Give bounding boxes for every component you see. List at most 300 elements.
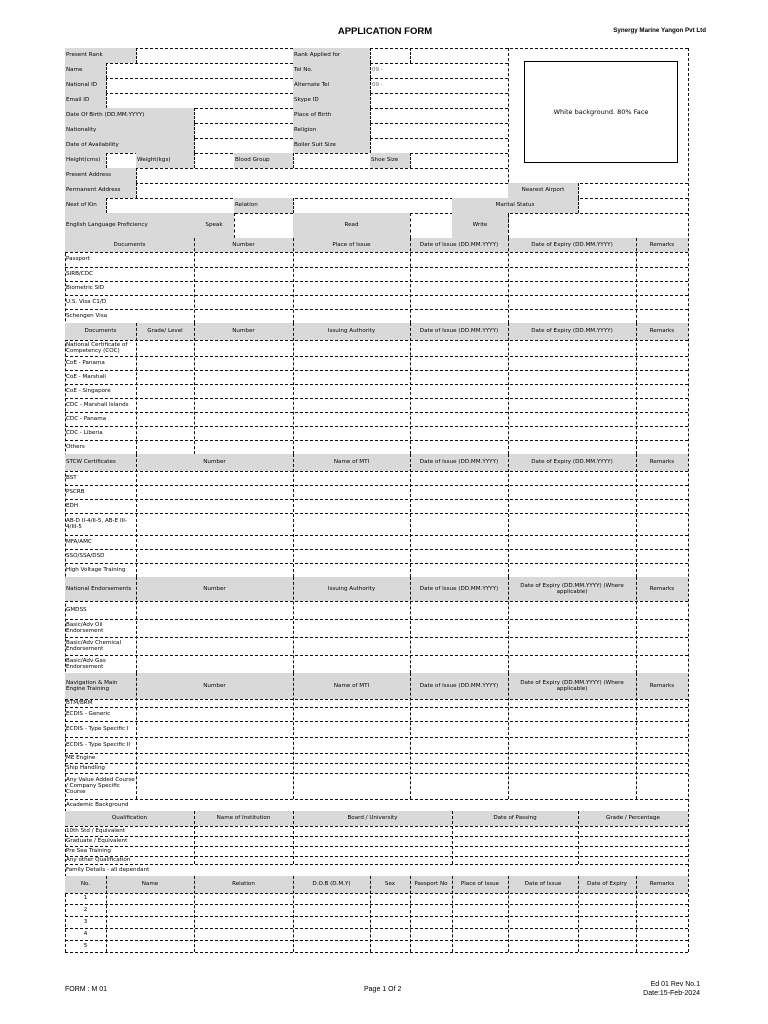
family-place-of-issue-4-input[interactable] — [452, 940, 508, 952]
endorsements-number-2-input[interactable] — [136, 637, 293, 655]
family-relation-1-input[interactable] — [194, 904, 293, 916]
academic-board-university-3-input[interactable] — [293, 856, 452, 864]
religion-label: Religion — [294, 127, 317, 134]
competency-number-5-input[interactable] — [194, 412, 293, 426]
competency-date-of-expiry-dd-mm-yyyy-3-input[interactable] — [508, 384, 636, 398]
endorsements-header-national-endorsements: National Endorsements — [66, 585, 132, 592]
documents-place-of-issue-3-input[interactable] — [293, 295, 410, 309]
competency-date-of-issue-dd-mm-yyyy-6-input[interactable] — [410, 426, 508, 440]
family-d-o-b-d-m-y-0-input[interactable] — [293, 893, 370, 904]
competency-date-of-expiry-dd-mm-yyyy-7-input[interactable] — [508, 440, 636, 454]
navigation-date-of-issue-dd-mm-yyyy-4-input[interactable] — [410, 753, 508, 763]
documents-date-of-issue-dd-mm-yyyy-1-input[interactable] — [410, 267, 508, 281]
competency-row-label: CoE - Panama — [66, 359, 105, 366]
family-d-o-b-d-m-y-1-input[interactable] — [293, 904, 370, 916]
documents-place-of-issue-0-input[interactable] — [293, 252, 410, 267]
documents-number-2-input[interactable] — [194, 281, 293, 295]
competency-date-of-issue-dd-mm-yyyy-4-input[interactable] — [410, 398, 508, 412]
endorsements-date-of-issue-dd-mm-yyyy-3-input[interactable] — [410, 655, 508, 673]
documents-date-of-expiry-dd-mm-yyyy-0-input[interactable] — [508, 252, 636, 267]
navigation-name-of-mti-2-input[interactable] — [293, 721, 410, 737]
navigation-header-navigation-main-engine-training: Navigation & Main Engine Training — [66, 679, 118, 692]
documents-remarks-3-input[interactable] — [636, 295, 688, 309]
stcw-row-label: MFA/AMC — [66, 538, 92, 545]
endorsements-header-issuing-authority: Issuing Authority — [327, 585, 376, 592]
navigation-row-label: Any Value Added Course / Company Specific Course — [66, 776, 135, 796]
documents-header-date-of-issue-dd-mm-yyyy: Date of Issue (DD.MM.YYYY) — [419, 241, 499, 248]
navigation-row-label: Ship Handling — [66, 764, 105, 771]
stcw-remarks-2-input[interactable] — [636, 499, 688, 513]
family-name-2-input[interactable] — [106, 916, 194, 928]
family-sex-2-input[interactable] — [370, 916, 410, 928]
relation-input[interactable] — [293, 198, 452, 213]
navigation-number-6-input[interactable] — [136, 773, 293, 799]
stcw-remarks-4-input[interactable] — [636, 535, 688, 549]
revision-date: Date:15-Feb-2024 — [643, 990, 700, 997]
navigation-header-date-of-expiry-dd-mm-yyyy-where-applicable: Date of Expiry (DD.MM.YYYY) (Where applicable) — [520, 679, 624, 692]
family-date-of-issue-0-input[interactable] — [508, 893, 578, 904]
family-header-remarks: Remarks — [649, 881, 675, 888]
present-rank-input[interactable] — [136, 48, 293, 63]
competency-grade-level-6-input[interactable] — [136, 426, 194, 440]
competency-remarks-3-input[interactable] — [636, 384, 688, 398]
endorsements-date-of-issue-dd-mm-yyyy-2-input[interactable] — [410, 637, 508, 655]
family-sex-0-input[interactable] — [370, 893, 410, 904]
stcw-date-of-issue-dd-mm-yyyy-5-input[interactable] — [410, 549, 508, 563]
competency-number-7-input[interactable] — [194, 440, 293, 454]
place-of-birth-input[interactable] — [370, 108, 508, 123]
family-name-1-input[interactable] — [106, 904, 194, 916]
documents-place-of-issue-1-input[interactable] — [293, 267, 410, 281]
navigation-number-1-input[interactable] — [136, 707, 293, 721]
documents-row-label: U.S. Visa C1/D — [66, 298, 107, 305]
relation-label: Relation — [235, 202, 258, 209]
academic-date-of-passing-2-input[interactable] — [452, 846, 578, 856]
navigation-name-of-mti-6-input[interactable] — [293, 773, 410, 799]
endorsements-number-3-input[interactable] — [136, 655, 293, 673]
academic-name-of-institution-3-input[interactable] — [194, 856, 293, 864]
stcw-remarks-0-input[interactable] — [636, 471, 688, 485]
stcw-date-of-issue-dd-mm-yyyy-2-input[interactable] — [410, 499, 508, 513]
navigation-number-0-input[interactable] — [136, 699, 293, 707]
competency-number-0-input[interactable] — [194, 340, 293, 356]
family-remarks-0-input[interactable] — [636, 893, 688, 904]
family-relation-0-input[interactable] — [194, 893, 293, 904]
present-address-input[interactable] — [136, 168, 508, 183]
academic-board-university-0-input[interactable] — [293, 826, 452, 836]
navigation-remarks-6-input[interactable] — [636, 773, 688, 799]
competency-date-of-issue-dd-mm-yyyy-5-input[interactable] — [410, 412, 508, 426]
family-passport-no-1-input[interactable] — [410, 904, 452, 916]
endorsements-date-of-expiry-dd-mm-yyyy-where-applicable-1-input[interactable] — [508, 619, 636, 637]
stcw-name-of-mti-1-input[interactable] — [293, 485, 410, 499]
navigation-header-date-of-issue-dd-mm-yyyy: Date of Issue (DD.MM.YYYY) — [419, 682, 499, 689]
family-row-label: 5 — [83, 942, 88, 949]
speak-input[interactable] — [234, 213, 293, 238]
navigation-date-of-issue-dd-mm-yyyy-3-input[interactable] — [410, 737, 508, 753]
competency-number-2-input[interactable] — [194, 370, 293, 384]
family-passport-no-4-input[interactable] — [410, 940, 452, 952]
competency-issuing-authority-4-input[interactable] — [293, 398, 410, 412]
family-d-o-b-d-m-y-3-input[interactable] — [293, 928, 370, 940]
stcw-header-name-of-mti: Name of MTI — [333, 459, 370, 466]
competency-date-of-expiry-dd-mm-yyyy-6-input[interactable] — [508, 426, 636, 440]
family-sex-3-input[interactable] — [370, 928, 410, 940]
national-id-label: National ID — [66, 82, 98, 89]
navigation-date-of-expiry-dd-mm-yyyy-where-applicable-6-input[interactable] — [508, 773, 636, 799]
competency-grade-level-1-input[interactable] — [136, 356, 194, 370]
family-name-4-input[interactable] — [106, 940, 194, 952]
family-date-of-expiry-3-input[interactable] — [578, 928, 636, 940]
navigation-name-of-mti-0-input[interactable] — [293, 699, 410, 707]
competency-date-of-expiry-dd-mm-yyyy-0-input[interactable] — [508, 340, 636, 356]
documents-date-of-issue-dd-mm-yyyy-3-input[interactable] — [410, 295, 508, 309]
stcw-date-of-issue-dd-mm-yyyy-0-input[interactable] — [410, 471, 508, 485]
stcw-date-of-expiry-dd-mm-yyyy-4-input[interactable] — [508, 535, 636, 549]
stcw-row-label: PSCRB — [66, 488, 85, 495]
navigation-number-3-input[interactable] — [136, 737, 293, 753]
family-remarks-3-input[interactable] — [636, 928, 688, 940]
stcw-number-6-input[interactable] — [136, 563, 293, 577]
family-sex-4-input[interactable] — [370, 940, 410, 952]
competency-remarks-6-input[interactable] — [636, 426, 688, 440]
stcw-date-of-issue-dd-mm-yyyy-3-input[interactable] — [410, 513, 508, 535]
competency-issuing-authority-2-input[interactable] — [293, 370, 410, 384]
stcw-remarks-3-input[interactable] — [636, 513, 688, 535]
academic-date-of-passing-0-input[interactable] — [452, 826, 578, 836]
family-d-o-b-d-m-y-4-input[interactable] — [293, 940, 370, 952]
stcw-number-5-input[interactable] — [136, 549, 293, 563]
stcw-number-3-input[interactable] — [136, 513, 293, 535]
navigation-date-of-expiry-dd-mm-yyyy-where-applicable-1-input[interactable] — [508, 707, 636, 721]
documents-header-date-of-expiry-dd-mm-yyyy: Date of Expiry (DD.MM.YYYY) — [531, 241, 613, 248]
academic-date-of-passing-3-input[interactable] — [452, 856, 578, 864]
academic-row-label: 10th Std / Equivalent — [66, 827, 126, 834]
blood-group-input[interactable] — [293, 153, 370, 168]
academic-header-name-of-institution: Name of Institution — [216, 815, 271, 822]
navigation-name-of-mti-4-input[interactable] — [293, 753, 410, 763]
read-input[interactable] — [410, 213, 452, 238]
competency-remarks-5-input[interactable] — [636, 412, 688, 426]
dob-input[interactable] — [194, 108, 293, 123]
competency-grade-level-3-input[interactable] — [136, 384, 194, 398]
weight-input[interactable] — [194, 153, 234, 168]
stcw-name-of-mti-4-input[interactable] — [293, 535, 410, 549]
navigation-number-4-input[interactable] — [136, 753, 293, 763]
endorsements-remarks-1-input[interactable] — [636, 619, 688, 637]
competency-number-6-input[interactable] — [194, 426, 293, 440]
stcw-remarks-6-input[interactable] — [636, 563, 688, 577]
documents-number-1-input[interactable] — [194, 267, 293, 281]
competency-grade-level-0-input[interactable] — [136, 340, 194, 356]
navigation-remarks-3-input[interactable] — [636, 737, 688, 753]
documents-date-of-expiry-dd-mm-yyyy-1-input[interactable] — [508, 267, 636, 281]
stcw-name-of-mti-6-input[interactable] — [293, 563, 410, 577]
family-date-of-issue-4-input[interactable] — [508, 940, 578, 952]
competency-row-label: Others — [66, 443, 85, 450]
write-input[interactable] — [508, 213, 688, 238]
permanent-address-label: Permanent Address — [66, 187, 121, 194]
competency-grade-level-2-input[interactable] — [136, 370, 194, 384]
navigation-name-of-mti-5-input[interactable] — [293, 763, 410, 773]
stcw-name-of-mti-3-input[interactable] — [293, 513, 410, 535]
competency-issuing-authority-5-input[interactable] — [293, 412, 410, 426]
academic-board-university-1-input[interactable] — [293, 836, 452, 846]
navigation-date-of-expiry-dd-mm-yyyy-where-applicable-2-input[interactable] — [508, 721, 636, 737]
stcw-row-label: High Voltage Training — [66, 566, 126, 573]
stcw-header-date-of-expiry-dd-mm-yyyy: Date of Expiry (DD.MM.YYYY) — [531, 459, 613, 466]
competency-grade-level-7-input[interactable] — [136, 440, 194, 454]
academic-name-of-institution-0-input[interactable] — [194, 826, 293, 836]
competency-date-of-issue-dd-mm-yyyy-7-input[interactable] — [410, 440, 508, 454]
navigation-name-of-mti-3-input[interactable] — [293, 737, 410, 753]
documents-date-of-issue-dd-mm-yyyy-4-input[interactable] — [410, 309, 508, 323]
documents-date-of-issue-dd-mm-yyyy-0-input[interactable] — [410, 252, 508, 267]
navigation-number-2-input[interactable] — [136, 721, 293, 737]
stcw-date-of-expiry-dd-mm-yyyy-2-input[interactable] — [508, 499, 636, 513]
documents-place-of-issue-4-input[interactable] — [293, 309, 410, 323]
competency-date-of-issue-dd-mm-yyyy-3-input[interactable] — [410, 384, 508, 398]
marital-status-input[interactable] — [578, 198, 688, 213]
competency-date-of-expiry-dd-mm-yyyy-2-input[interactable] — [508, 370, 636, 384]
competency-number-4-input[interactable] — [194, 398, 293, 412]
academic-grade-percentage-1-input[interactable] — [578, 836, 688, 846]
family-row-label: 1 — [83, 895, 88, 902]
read-label: Read — [344, 222, 359, 229]
family-date-of-expiry-2-input[interactable] — [578, 916, 636, 928]
nearest-airport-input[interactable] — [578, 183, 688, 198]
tel-no-label: Tel No. — [294, 67, 313, 74]
nationality-input[interactable] — [194, 123, 293, 138]
academic-header-qualification: Qualification — [111, 815, 148, 822]
documents-date-of-expiry-dd-mm-yyyy-3-input[interactable] — [508, 295, 636, 309]
navigation-date-of-issue-dd-mm-yyyy-1-input[interactable] — [410, 707, 508, 721]
documents-remarks-1-input[interactable] — [636, 267, 688, 281]
endorsements-row-label: Basic/Adv Oil Endorsement — [66, 621, 104, 634]
documents-row-label: Biometric SID — [66, 284, 105, 291]
endorsements-date-of-expiry-dd-mm-yyyy-where-applicable-2-input[interactable] — [508, 637, 636, 655]
documents-number-0-input[interactable] — [194, 252, 293, 267]
academic-header-board-university: Board / University — [347, 815, 398, 822]
stcw-date-of-issue-dd-mm-yyyy-4-input[interactable] — [410, 535, 508, 549]
family-relation-2-input[interactable] — [194, 916, 293, 928]
competency-date-of-expiry-dd-mm-yyyy-4-input[interactable] — [508, 398, 636, 412]
family-date-of-expiry-0-input[interactable] — [578, 893, 636, 904]
documents-date-of-issue-dd-mm-yyyy-2-input[interactable] — [410, 281, 508, 295]
stcw-remarks-5-input[interactable] — [636, 549, 688, 563]
endorsements-issuing-authority-2-input[interactable] — [293, 637, 410, 655]
family-row-label: 2 — [83, 906, 88, 913]
stcw-name-of-mti-0-input[interactable] — [293, 471, 410, 485]
endorsements-remarks-2-input[interactable] — [636, 637, 688, 655]
documents-remarks-2-input[interactable] — [636, 281, 688, 295]
endorsements-date-of-expiry-dd-mm-yyyy-where-applicable-3-input[interactable] — [508, 655, 636, 673]
religion-input[interactable] — [370, 123, 508, 138]
stcw-number-0-input[interactable] — [136, 471, 293, 485]
family-header-relation: Relation — [232, 881, 255, 888]
stcw-number-4-input[interactable] — [136, 535, 293, 549]
competency-issuing-authority-6-input[interactable] — [293, 426, 410, 440]
competency-issuing-authority-1-input[interactable] — [293, 356, 410, 370]
navigation-remarks-4-input[interactable] — [636, 753, 688, 763]
skype-id-input[interactable] — [370, 93, 508, 108]
competency-date-of-issue-dd-mm-yyyy-1-input[interactable] — [410, 356, 508, 370]
endorsements-date-of-issue-dd-mm-yyyy-0-input[interactable] — [410, 601, 508, 619]
family-date-of-expiry-1-input[interactable] — [578, 904, 636, 916]
stcw-name-of-mti-2-input[interactable] — [293, 499, 410, 513]
documents-date-of-expiry-dd-mm-yyyy-4-input[interactable] — [508, 309, 636, 323]
stcw-number-2-input[interactable] — [136, 499, 293, 513]
documents-number-3-input[interactable] — [194, 295, 293, 309]
write-label: Write — [472, 222, 488, 229]
name-input[interactable] — [106, 63, 293, 78]
national-id-input[interactable] — [106, 78, 293, 93]
navigation-remarks-2-input[interactable] — [636, 721, 688, 737]
next-of-kin-input[interactable] — [106, 198, 234, 213]
family-place-of-issue-2-input[interactable] — [452, 916, 508, 928]
navigation-remarks-5-input[interactable] — [636, 763, 688, 773]
navigation-date-of-expiry-dd-mm-yyyy-where-applicable-3-input[interactable] — [508, 737, 636, 753]
nationality-label: Nationality — [66, 127, 97, 134]
endorsements-issuing-authority-0-input[interactable] — [293, 601, 410, 619]
photo-box[interactable] — [524, 61, 678, 163]
endorsements-remarks-0-input[interactable] — [636, 601, 688, 619]
navigation-date-of-issue-dd-mm-yyyy-6-input[interactable] — [410, 773, 508, 799]
family-date-of-issue-1-input[interactable] — [508, 904, 578, 916]
endorsements-date-of-issue-dd-mm-yyyy-1-input[interactable] — [410, 619, 508, 637]
navigation-date-of-expiry-dd-mm-yyyy-where-applicable-5-input[interactable] — [508, 763, 636, 773]
documents-date-of-expiry-dd-mm-yyyy-2-input[interactable] — [508, 281, 636, 295]
email-id-label: Email ID — [66, 97, 90, 104]
navigation-date-of-issue-dd-mm-yyyy-2-input[interactable] — [410, 721, 508, 737]
stcw-row-label: SSO/SSA/DSD — [66, 552, 105, 559]
family-place-of-issue-0-input[interactable] — [452, 893, 508, 904]
endorsements-header-remarks: Remarks — [649, 585, 675, 592]
navigation-row-label: ECDIS - Generic — [66, 710, 111, 717]
family-passport-no-2-input[interactable] — [410, 916, 452, 928]
competency-date-of-issue-dd-mm-yyyy-2-input[interactable] — [410, 370, 508, 384]
documents-number-4-input[interactable] — [194, 309, 293, 323]
stcw-remarks-1-input[interactable] — [636, 485, 688, 499]
academic-board-university-2-input[interactable] — [293, 846, 452, 856]
navigation-name-of-mti-1-input[interactable] — [293, 707, 410, 721]
competency-grade-level-5-input[interactable] — [136, 412, 194, 426]
competency-issuing-authority-0-input[interactable] — [293, 340, 410, 356]
family-relation-3-input[interactable] — [194, 928, 293, 940]
family-place-of-issue-1-input[interactable] — [452, 904, 508, 916]
family-sex-1-input[interactable] — [370, 904, 410, 916]
email-id-input[interactable] — [106, 93, 293, 108]
company-name: Synergy Marine Yangon Pvt Ltd — [613, 27, 706, 34]
date-of-availability-input[interactable] — [194, 138, 293, 153]
competency-grade-level-4-input[interactable] — [136, 398, 194, 412]
documents-remarks-4-input[interactable] — [636, 309, 688, 323]
navigation-number-5-input[interactable] — [136, 763, 293, 773]
competency-remarks-4-input[interactable] — [636, 398, 688, 412]
family-name-0-input[interactable] — [106, 893, 194, 904]
endorsements-issuing-authority-1-input[interactable] — [293, 619, 410, 637]
navigation-remarks-1-input[interactable] — [636, 707, 688, 721]
next-of-kin-label: Next of Kin — [66, 202, 97, 209]
navigation-date-of-issue-dd-mm-yyyy-0-input[interactable] — [410, 699, 508, 707]
stcw-name-of-mti-5-input[interactable] — [293, 549, 410, 563]
family-date-of-expiry-4-input[interactable] — [578, 940, 636, 952]
family-d-o-b-d-m-y-2-input[interactable] — [293, 916, 370, 928]
documents-place-of-issue-2-input[interactable] — [293, 281, 410, 295]
academic-name-of-institution-2-input[interactable] — [194, 846, 293, 856]
navigation-date-of-expiry-dd-mm-yyyy-where-applicable-0-input[interactable] — [508, 699, 636, 707]
boiler-suit-size-input[interactable] — [370, 138, 508, 153]
competency-date-of-expiry-dd-mm-yyyy-1-input[interactable] — [508, 356, 636, 370]
revision-number: Ed 01 Rev No.1 — [650, 981, 700, 988]
family-date-of-issue-3-input[interactable] — [508, 928, 578, 940]
stcw-date-of-expiry-dd-mm-yyyy-0-input[interactable] — [508, 471, 636, 485]
navigation-remarks-0-input[interactable] — [636, 699, 688, 707]
academic-date-of-passing-1-input[interactable] — [452, 836, 578, 846]
stcw-date-of-issue-dd-mm-yyyy-6-input[interactable] — [410, 563, 508, 577]
stcw-date-of-expiry-dd-mm-yyyy-3-input[interactable] — [508, 513, 636, 535]
stcw-date-of-expiry-dd-mm-yyyy-6-input[interactable] — [508, 563, 636, 577]
endorsements-number-0-input[interactable] — [136, 601, 293, 619]
stcw-date-of-expiry-dd-mm-yyyy-1-input[interactable] — [508, 485, 636, 499]
rank-applied-for-input[interactable] — [370, 48, 508, 63]
navigation-row-label: ECDIS - Type Specific I — [66, 725, 129, 732]
stcw-date-of-expiry-dd-mm-yyyy-5-input[interactable] — [508, 549, 636, 563]
stcw-header-remarks: Remarks — [649, 459, 675, 466]
stcw-date-of-issue-dd-mm-yyyy-1-input[interactable] — [410, 485, 508, 499]
competency-remarks-7-input[interactable] — [636, 440, 688, 454]
academic-grade-percentage-0-input[interactable] — [578, 826, 688, 836]
family-place-of-issue-3-input[interactable] — [452, 928, 508, 940]
competency-issuing-authority-3-input[interactable] — [293, 384, 410, 398]
family-relation-4-input[interactable] — [194, 940, 293, 952]
endorsements-remarks-3-input[interactable] — [636, 655, 688, 673]
family-passport-no-0-input[interactable] — [410, 893, 452, 904]
competency-issuing-authority-7-input[interactable] — [293, 440, 410, 454]
family-passport-no-3-input[interactable] — [410, 928, 452, 940]
grid-line — [65, 864, 688, 865]
family-header-place-of-issue: Place of Issue — [460, 881, 500, 888]
competency-date-of-expiry-dd-mm-yyyy-5-input[interactable] — [508, 412, 636, 426]
endorsements-issuing-authority-3-input[interactable] — [293, 655, 410, 673]
family-date-of-issue-2-input[interactable] — [508, 916, 578, 928]
family-remarks-4-input[interactable] — [636, 940, 688, 952]
endorsements-date-of-expiry-dd-mm-yyyy-where-applicable-0-input[interactable] — [508, 601, 636, 619]
family-remarks-1-input[interactable] — [636, 904, 688, 916]
shoe-size-input[interactable] — [410, 153, 508, 168]
competency-date-of-issue-dd-mm-yyyy-0-input[interactable] — [410, 340, 508, 356]
competency-remarks-1-input[interactable] — [636, 356, 688, 370]
documents-remarks-0-input[interactable] — [636, 252, 688, 267]
academic-grade-percentage-3-input[interactable] — [578, 856, 688, 864]
competency-remarks-2-input[interactable] — [636, 370, 688, 384]
academic-title: Academic Background — [66, 801, 129, 808]
competency-number-1-input[interactable] — [194, 356, 293, 370]
endorsements-number-1-input[interactable] — [136, 619, 293, 637]
family-remarks-2-input[interactable] — [636, 916, 688, 928]
navigation-date-of-issue-dd-mm-yyyy-5-input[interactable] — [410, 763, 508, 773]
height-input[interactable] — [106, 153, 136, 168]
stcw-number-1-input[interactable] — [136, 485, 293, 499]
permanent-address-input[interactable] — [136, 183, 508, 198]
family-name-3-input[interactable] — [106, 928, 194, 940]
competency-remarks-0-input[interactable] — [636, 340, 688, 356]
academic-name-of-institution-1-input[interactable] — [194, 836, 293, 846]
tel-prefix: 09 - — [372, 67, 383, 74]
navigation-date-of-expiry-dd-mm-yyyy-where-applicable-4-input[interactable] — [508, 753, 636, 763]
academic-grade-percentage-2-input[interactable] — [578, 846, 688, 856]
competency-number-3-input[interactable] — [194, 384, 293, 398]
